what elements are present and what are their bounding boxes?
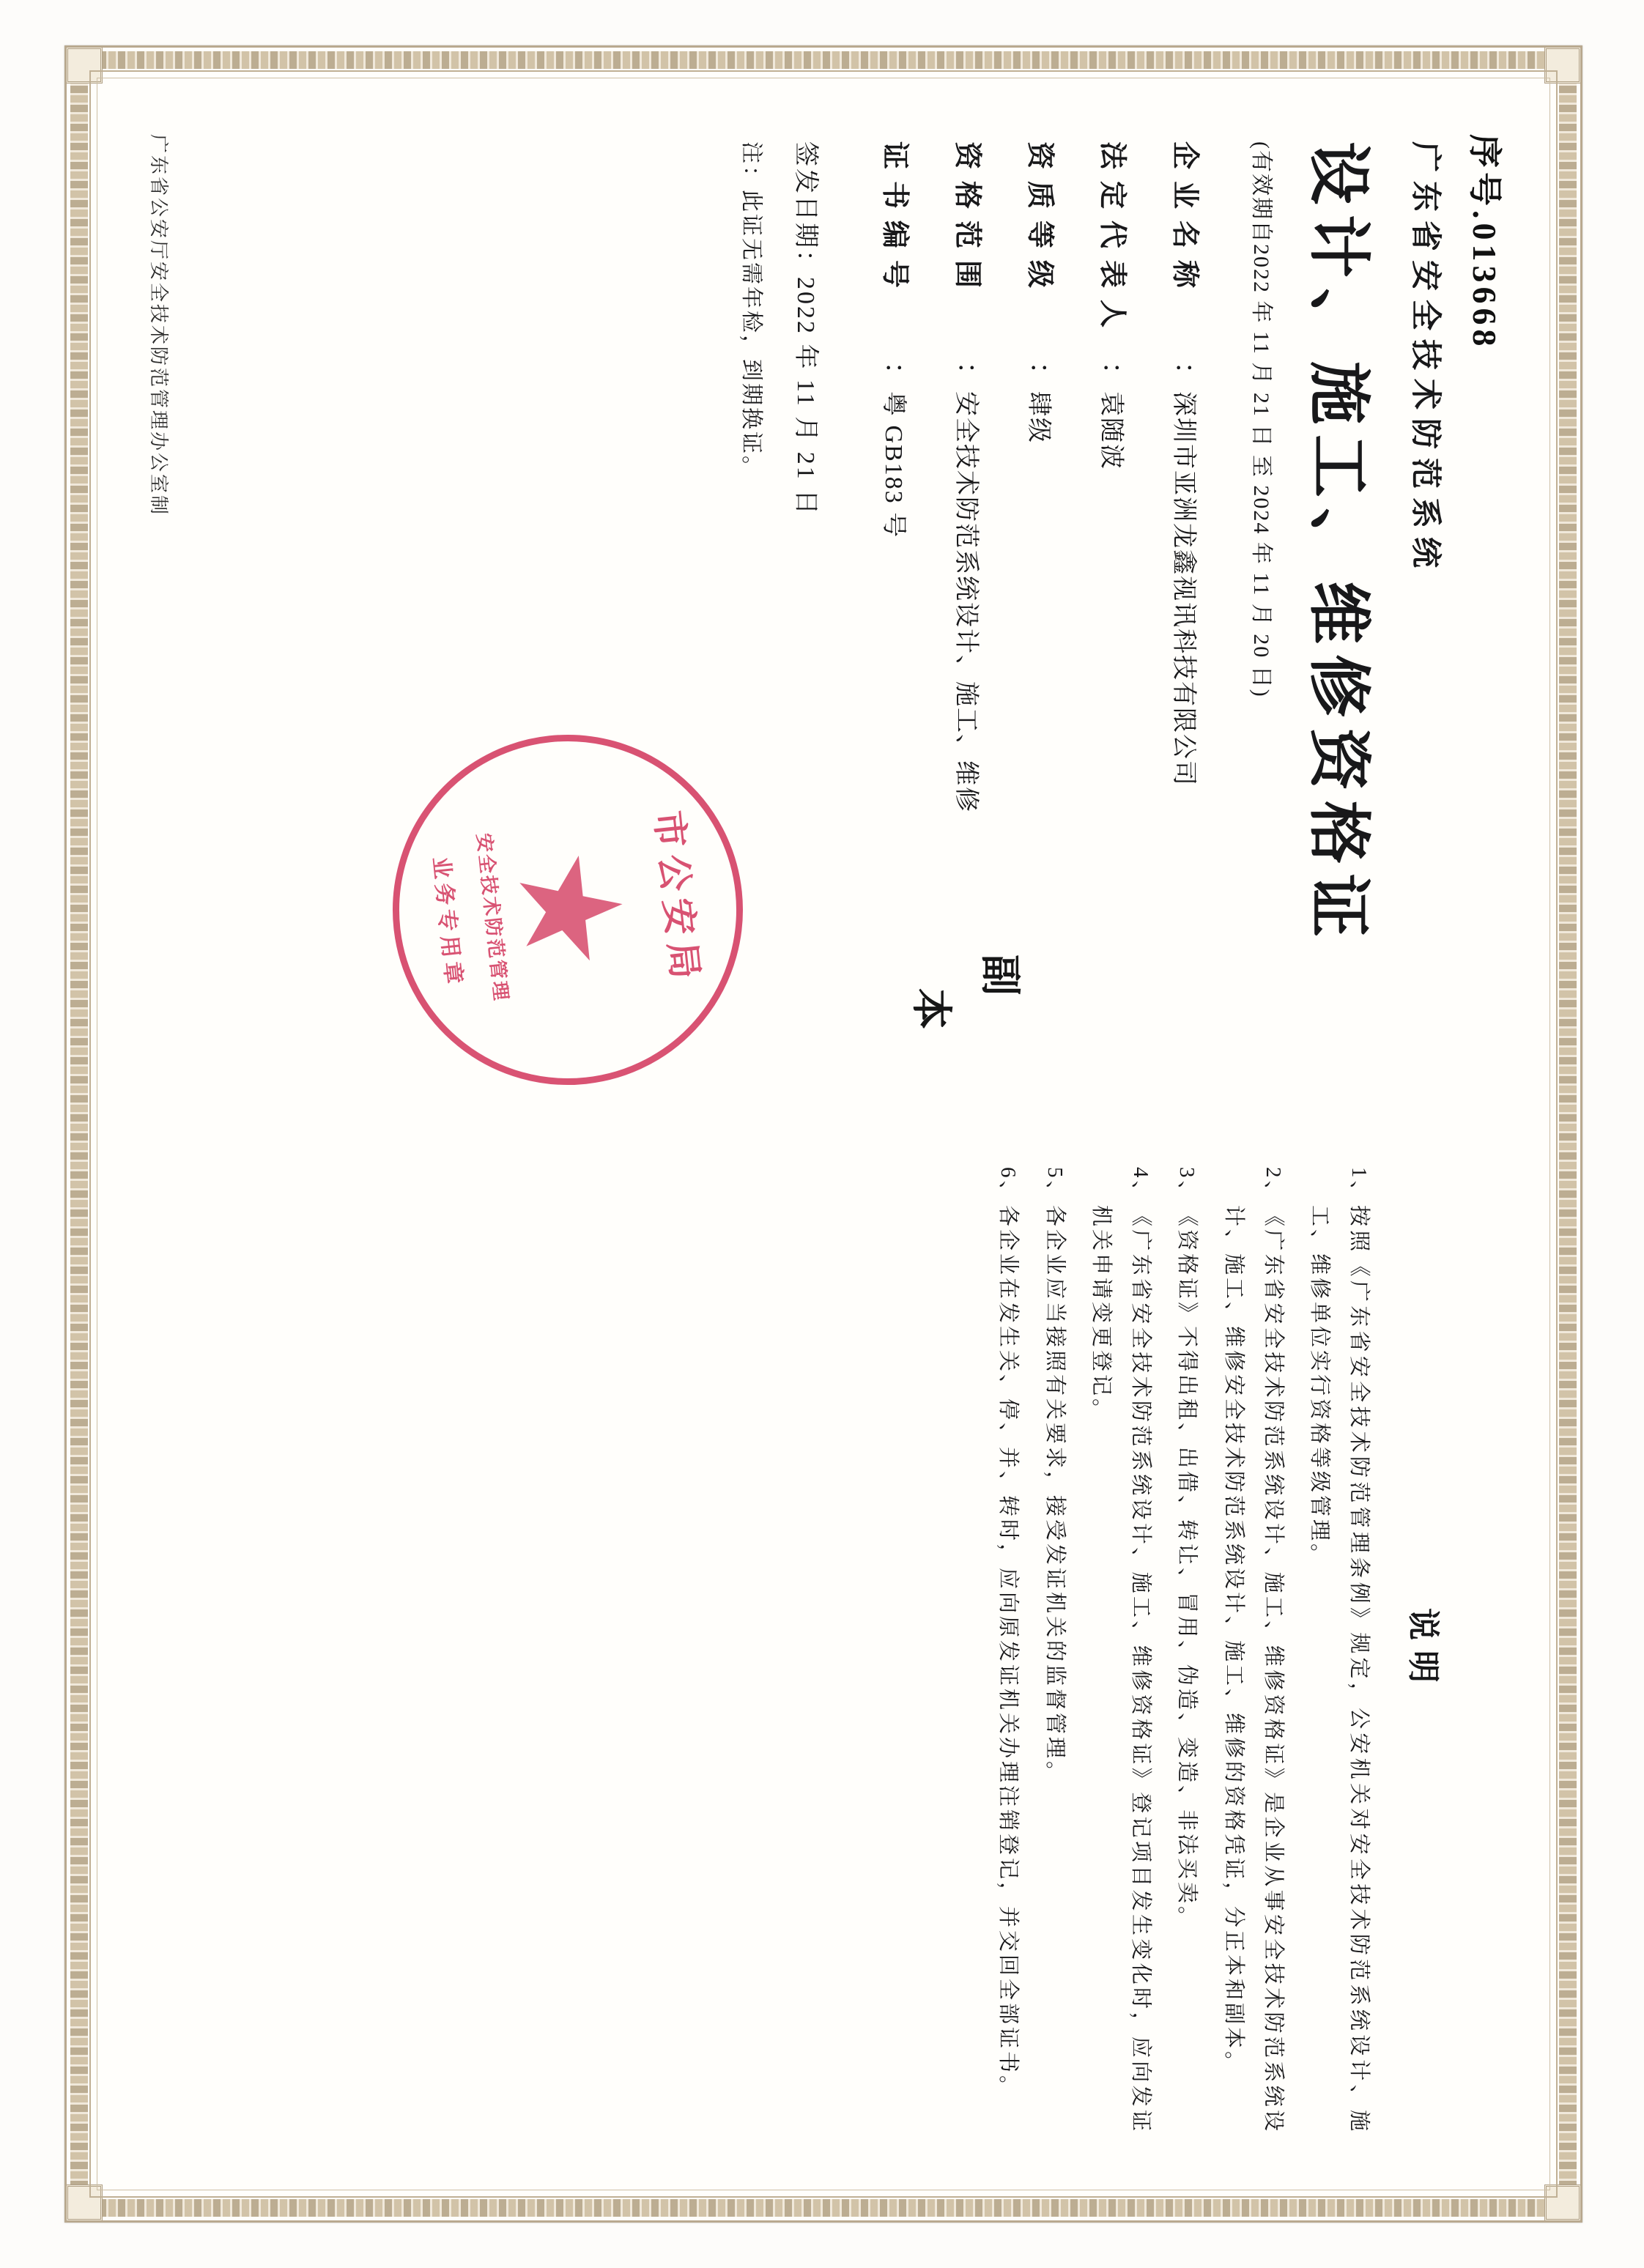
- note-number: 3、: [1175, 1167, 1199, 1205]
- note-text: 各企业应当接照有关要求，接受发证机关的监督管理。: [1043, 1205, 1067, 1786]
- note-number: 5、: [1043, 1167, 1067, 1205]
- note-text: 按照《广东省安全技术防范管理条例》规定，公安机关对安全技术防范系统设计、施工、维修单位实行资格等级管理。: [1308, 1205, 1371, 2134]
- certificate-title: 设计、施工、维修资格证: [1303, 141, 1374, 947]
- serial-label: 序号: [1466, 134, 1503, 210]
- note-text: 《广东省安全技术防范系统设计、施工、维修资格证》登记项目发生变化时，应向发证机关申请变更登记。: [1089, 1205, 1152, 2134]
- field-value: 袁随波: [1097, 391, 1125, 471]
- field-colon: ：: [952, 361, 982, 392]
- note-text: 各企业在发生关、停、并、转时，应向原发证机关办理注销登记，并交回全部证书。: [996, 1205, 1020, 2100]
- note-text: 《资格证》不得出租、出借、转让、冒用、伪造、变造、非法买卖。: [1175, 1205, 1199, 1931]
- issuer-footer: 广东省公安厅安全技术防范管理办公室制: [148, 134, 169, 517]
- seal-top-text: 市公安局: [647, 809, 707, 988]
- serial-value: 013668: [1466, 223, 1503, 351]
- copy-mark-char-1: 副: [977, 955, 1022, 1000]
- field-value: 粤 GB183 号: [880, 391, 907, 539]
- field-label: 资格范围: [952, 141, 982, 300]
- seal-bottom-text: 业务专用章: [428, 856, 467, 990]
- field-colon: ：: [879, 361, 910, 392]
- issue-date-line: 签发日期：2022 年 11 月 21 日: [792, 141, 819, 517]
- field-label: 企业名称: [1169, 141, 1200, 300]
- field-colon: ：: [1169, 361, 1200, 392]
- field-value: 深圳市亚洲龙鑫视讯科技有限公司: [1170, 391, 1197, 788]
- notes-title: 说明: [1405, 1608, 1441, 1693]
- seal-ring-text: 安全技术防范管理: [473, 831, 512, 1004]
- note-number: 2、: [1261, 1167, 1285, 1205]
- field-label: 资质等级: [1024, 141, 1055, 300]
- field-value: 安全技术防范系统设计、施工、维修: [952, 391, 980, 814]
- field-colon: ：: [1097, 361, 1128, 392]
- field-label: 法定代表人: [1097, 141, 1128, 340]
- organization-line: 广东省安全技术防范系统: [1408, 141, 1442, 577]
- note-number: 6、: [996, 1167, 1020, 1205]
- serial-number-line: 序号.013668: [1466, 134, 1503, 351]
- field-label: 证书编号: [879, 141, 910, 300]
- outer-border: [64, 45, 1582, 2223]
- note-number: 4、: [1128, 1167, 1152, 1205]
- note-text: 《广东省安全技术防范系统设计、施工、维修资格证》是企业从事安全技术防范系统设计、施工、维修安全技术防范系统设计、施工、维修的资格凭证，分正本和副本。: [1222, 1205, 1285, 2134]
- copy-mark-char-2: 本: [908, 988, 953, 1034]
- field-value: 肆级: [1025, 391, 1052, 445]
- issue-footnote: 注：此证无需年检，到期换证。: [739, 141, 763, 480]
- note-number: 1、: [1347, 1167, 1371, 1205]
- validity-period: (有效期自2022 年 11 月 21 日 至 2024 年 11 月 20 日): [1249, 141, 1273, 698]
- certificate-sheet: [64, 45, 1582, 2223]
- field-colon: ：: [1024, 361, 1055, 392]
